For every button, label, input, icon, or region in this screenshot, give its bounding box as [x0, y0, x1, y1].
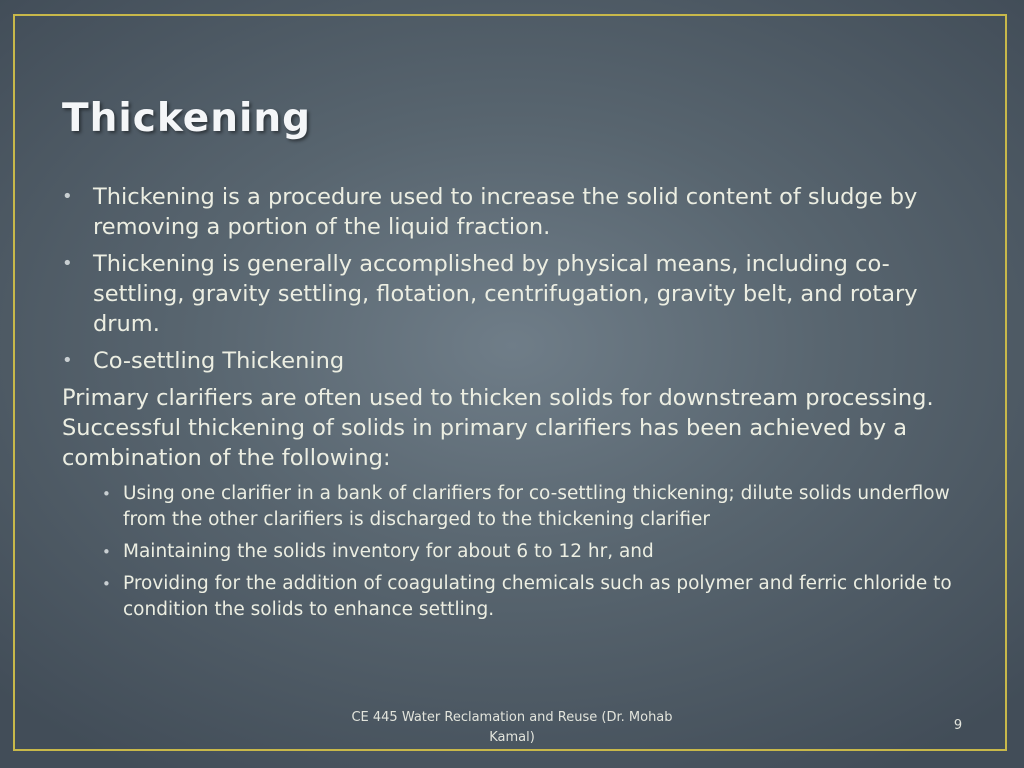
sub-bullet-item [102, 539, 962, 565]
bullet-text: Thickening is generally accomplished by physical means, including co-settling, gravity settling, flotation, centrifugation, gravity belt, and rotary drum. [93, 251, 918, 337]
sub-bullet-item [102, 481, 962, 533]
bullet-text: Co-settling Thickening [93, 348, 345, 374]
sub-bullet-text: Using one clarifier in a bank of clarifiers for co-settling thickening; dilute solids underflow from the other clarifiers is discharged to the thickening clarifier [123, 483, 950, 530]
bullet-item [62, 346, 962, 376]
sub-bullet-icon: • [102, 485, 111, 503]
bullet-icon: • [62, 186, 73, 207]
bullet-item [62, 249, 962, 339]
slide-footer: CE 445 Water Reclamation and Reuse (Dr. Mohab Kamal) [351, 710, 673, 745]
slide-content [62, 182, 962, 629]
sub-bullet-text: Providing for the addition of coagulating chemicals such as polymer and ferric chloride to condition the solids to enhance settling. [123, 573, 952, 620]
bullet-item [62, 182, 962, 242]
body-paragraph: Primary clarifiers are often used to thicken solids for downstream processing. Successful thickening of solids in primary clarifiers has been achieved by a combination of the following: [62, 385, 934, 471]
sub-bullet-item [102, 571, 962, 623]
bullet-text: Thickening is a procedure used to increase the solid content of sludge by removing a portion of the liquid fraction. [93, 184, 918, 240]
slide-title: Thickening [62, 96, 312, 141]
sub-bullet-text: Maintaining the solids inventory for about 6 to 12 hr, and [123, 541, 654, 562]
bullet-icon: • [62, 253, 73, 274]
bullet-icon: • [62, 350, 73, 371]
page-number: 9 [953, 718, 963, 733]
sub-bullet-icon: • [102, 543, 111, 561]
sub-bullet-icon: • [102, 575, 111, 593]
